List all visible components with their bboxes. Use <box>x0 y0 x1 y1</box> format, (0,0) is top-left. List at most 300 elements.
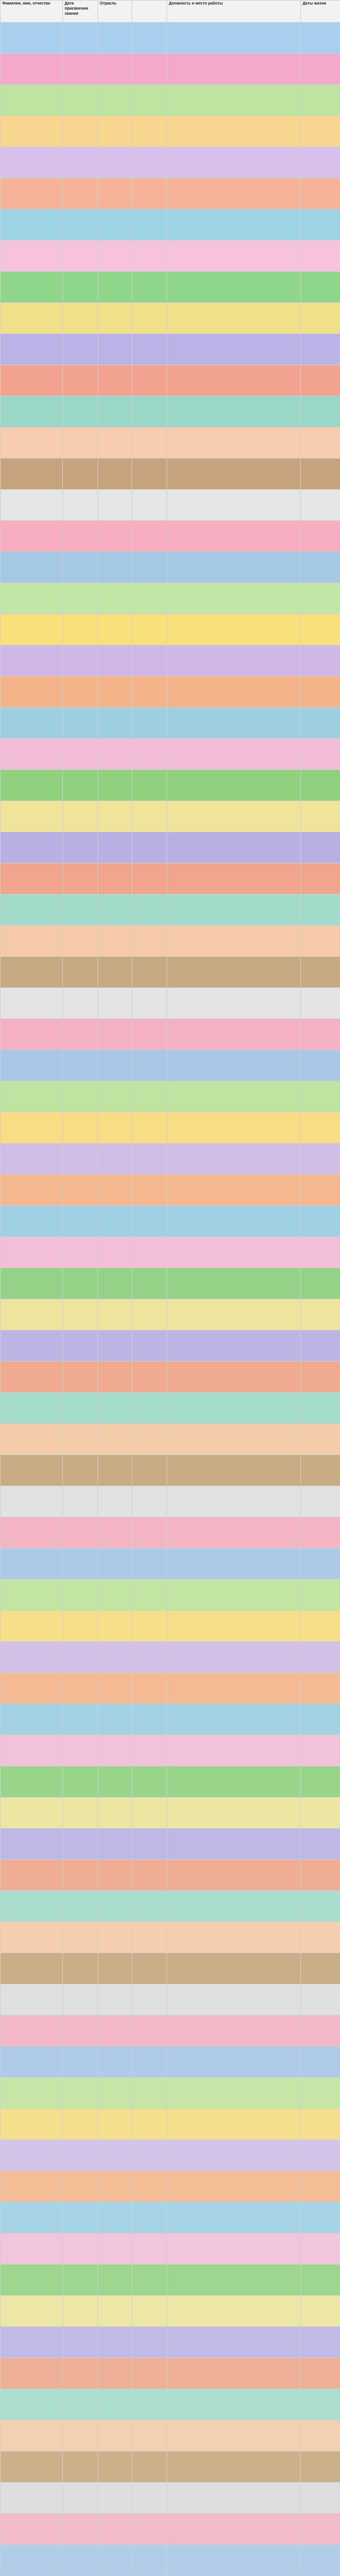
table-row <box>1 552 340 583</box>
table-cell <box>301 1735 340 1766</box>
table-row <box>1 1175 340 1206</box>
table-cell <box>301 2296 340 2327</box>
table-cell <box>63 2171 98 2202</box>
table-cell <box>301 2078 340 2109</box>
table-cell <box>1 2514 63 2545</box>
table-cell <box>1 739 63 770</box>
table-cell <box>63 85 98 116</box>
table-cell <box>1 2140 63 2171</box>
table-row <box>1 1393 340 1424</box>
table-cell <box>167 54 301 85</box>
table-cell <box>301 926 340 957</box>
table-cell <box>98 645 132 677</box>
table-cell <box>98 2420 132 2451</box>
table-row <box>1 116 340 147</box>
table-cell <box>63 1860 98 1891</box>
table-cell <box>167 2265 301 2296</box>
table-cell <box>63 2078 98 2109</box>
table-cell <box>132 459 167 490</box>
table-row <box>1 1984 340 2016</box>
table-cell <box>132 1362 167 1393</box>
table-cell <box>98 1237 132 1268</box>
table-cell <box>98 1984 132 2016</box>
table-row <box>1 521 340 552</box>
table-row <box>1 1424 340 1455</box>
table-cell <box>98 1798 132 1829</box>
table-row <box>1 1891 340 1922</box>
table-cell <box>1 677 63 708</box>
table-cell <box>63 2296 98 2327</box>
table-cell <box>1 2483 63 2514</box>
table-cell <box>132 1891 167 1922</box>
table-cell <box>167 1330 301 1362</box>
table-cell <box>301 1206 340 1237</box>
table-cell <box>98 2047 132 2078</box>
table-cell <box>301 303 340 334</box>
table-cell <box>1 209 63 241</box>
table-cell <box>63 1237 98 1268</box>
table-cell <box>98 2109 132 2140</box>
table-cell <box>167 1081 301 1112</box>
table-cell <box>63 2420 98 2451</box>
table-cell <box>167 2047 301 2078</box>
table-row <box>1 1704 340 1735</box>
table-cell <box>1 2389 63 2420</box>
table-cell <box>98 1299 132 1330</box>
table-cell <box>1 2202 63 2233</box>
table-cell <box>1 1548 63 1580</box>
table-cell <box>98 2545 132 2576</box>
table-cell <box>98 54 132 85</box>
table-cell <box>98 1393 132 1424</box>
table-cell <box>132 2233 167 2265</box>
table-cell <box>63 490 98 521</box>
table-cell <box>63 54 98 85</box>
table-cell <box>132 2265 167 2296</box>
table-cell <box>1 490 63 521</box>
table-cell <box>63 2545 98 2576</box>
table-cell <box>98 1362 132 1393</box>
table-cell <box>167 23 301 54</box>
table-cell <box>132 1829 167 1860</box>
table-cell <box>1 801 63 832</box>
table-cell <box>98 1860 132 1891</box>
table-cell <box>167 739 301 770</box>
table-cell <box>167 116 301 147</box>
table-cell <box>63 272 98 303</box>
table-row <box>1 54 340 85</box>
table-cell <box>1 1206 63 1237</box>
table-cell <box>301 241 340 272</box>
table-row <box>1 1580 340 1611</box>
table-cell <box>132 1611 167 1642</box>
table-row <box>1 209 340 241</box>
table-cell <box>132 801 167 832</box>
table-cell <box>301 2327 340 2358</box>
table-cell <box>98 863 132 895</box>
table-row <box>1 1330 340 1362</box>
table-cell <box>1 178 63 209</box>
table-row <box>1 1050 340 1081</box>
table-cell <box>167 614 301 645</box>
table-cell <box>132 427 167 459</box>
column-header: Должность и место работы <box>167 1 301 23</box>
table-cell <box>301 1548 340 1580</box>
table-cell <box>167 2078 301 2109</box>
table-cell <box>63 178 98 209</box>
table-row <box>1 1922 340 1953</box>
table-row <box>1 1798 340 1829</box>
table-row <box>1 1268 340 1299</box>
table-cell <box>301 2389 340 2420</box>
table-cell <box>132 2202 167 2233</box>
table-row <box>1 895 340 926</box>
table-cell <box>63 2047 98 2078</box>
table-cell <box>1 2451 63 2483</box>
table-cell <box>98 1953 132 1984</box>
table-cell <box>301 1766 340 1798</box>
table-cell <box>98 209 132 241</box>
table-cell <box>301 988 340 1019</box>
table-cell <box>132 23 167 54</box>
table-row <box>1 677 340 708</box>
table-cell <box>1 1237 63 1268</box>
table-cell <box>301 2140 340 2171</box>
table-cell <box>63 677 98 708</box>
table-cell <box>132 645 167 677</box>
table-cell <box>98 1175 132 1206</box>
table-cell <box>98 1829 132 1860</box>
table-cell <box>167 1393 301 1424</box>
table-cell <box>98 1922 132 1953</box>
table-cell <box>132 2140 167 2171</box>
table-cell <box>167 459 301 490</box>
table-cell <box>63 459 98 490</box>
table-cell <box>301 614 340 645</box>
table-cell <box>132 2451 167 2483</box>
table-cell <box>167 209 301 241</box>
table-cell <box>98 832 132 863</box>
table-cell <box>63 552 98 583</box>
table-cell <box>132 2545 167 2576</box>
table-cell <box>63 2202 98 2233</box>
table-row <box>1 1237 340 1268</box>
table-cell <box>63 241 98 272</box>
table-row <box>1 801 340 832</box>
table-row <box>1 490 340 521</box>
table-cell <box>63 303 98 334</box>
table-row <box>1 2109 340 2140</box>
table-cell <box>132 1175 167 1206</box>
table-cell <box>301 1112 340 1144</box>
table-cell <box>132 739 167 770</box>
table-cell <box>63 895 98 926</box>
table-cell <box>1 1984 63 2016</box>
table-cell <box>98 1642 132 1673</box>
table-cell <box>63 645 98 677</box>
table-cell <box>98 1424 132 1455</box>
table-cell <box>1 1891 63 1922</box>
table-cell <box>167 1112 301 1144</box>
table-row <box>1 1766 340 1798</box>
table-cell <box>1 427 63 459</box>
table-cell <box>1 770 63 801</box>
table-cell <box>1 334 63 365</box>
table-row <box>1 1517 340 1548</box>
table-cell <box>132 1393 167 1424</box>
table-cell <box>167 147 301 178</box>
table-row <box>1 1860 340 1891</box>
table-cell <box>301 1362 340 1393</box>
table-cell <box>132 2420 167 2451</box>
table-cell <box>167 2327 301 2358</box>
table-body <box>1 23 340 2576</box>
table-cell <box>63 1486 98 1517</box>
table-row <box>1 2296 340 2327</box>
table-cell <box>98 521 132 552</box>
table-cell <box>98 1268 132 1299</box>
table-cell <box>63 801 98 832</box>
table-cell <box>1 272 63 303</box>
table-cell <box>167 988 301 1019</box>
table-cell <box>167 801 301 832</box>
table-cell <box>167 1486 301 1517</box>
table-cell <box>301 209 340 241</box>
table-row <box>1 2233 340 2265</box>
table-cell <box>167 272 301 303</box>
table-cell <box>301 1642 340 1673</box>
table-cell <box>98 1766 132 1798</box>
table-cell <box>98 334 132 365</box>
table-row <box>1 863 340 895</box>
table-cell <box>301 23 340 54</box>
table-cell <box>98 1673 132 1704</box>
table-cell <box>132 303 167 334</box>
table-cell <box>301 1081 340 1112</box>
table-cell <box>132 926 167 957</box>
table-cell <box>132 2016 167 2047</box>
table-cell <box>132 1299 167 1330</box>
table-cell <box>301 2047 340 2078</box>
table-cell <box>301 2483 340 2514</box>
table-cell <box>132 1798 167 1829</box>
table-cell <box>301 396 340 427</box>
table-cell <box>132 552 167 583</box>
table-cell <box>167 1891 301 1922</box>
table-cell <box>301 801 340 832</box>
table-cell <box>98 2233 132 2265</box>
table-row <box>1 1735 340 1766</box>
table-cell <box>63 1268 98 1299</box>
table-row <box>1 459 340 490</box>
table-cell <box>167 2358 301 2389</box>
table-cell <box>167 85 301 116</box>
table-cell <box>63 23 98 54</box>
table-row <box>1 1112 340 1144</box>
table-cell <box>98 178 132 209</box>
table-cell <box>301 2202 340 2233</box>
table-cell <box>1 1735 63 1766</box>
table-cell <box>167 1362 301 1393</box>
table-cell <box>132 1050 167 1081</box>
table-cell <box>167 1144 301 1175</box>
column-header: Дата присвоения звания <box>63 1 98 23</box>
table-cell <box>301 739 340 770</box>
table-cell <box>301 2016 340 2047</box>
table-cell <box>301 1611 340 1642</box>
table-cell <box>63 1175 98 1206</box>
table-cell <box>301 1019 340 1050</box>
table-cell <box>301 2358 340 2389</box>
table-row <box>1 1362 340 1393</box>
table-row <box>1 396 340 427</box>
table-cell <box>98 926 132 957</box>
table-row <box>1 2171 340 2202</box>
table-cell <box>167 583 301 614</box>
table-row <box>1 365 340 396</box>
table-cell <box>132 614 167 645</box>
table-cell <box>301 85 340 116</box>
table-cell <box>1 1486 63 1517</box>
table-cell <box>301 1704 340 1735</box>
table-cell <box>1 2047 63 2078</box>
table-cell <box>63 2451 98 2483</box>
table-cell <box>132 863 167 895</box>
table-cell <box>98 583 132 614</box>
table-cell <box>1 2545 63 2576</box>
table-row <box>1 645 340 677</box>
table-cell <box>63 1580 98 1611</box>
table-cell <box>63 147 98 178</box>
table-cell <box>167 1548 301 1580</box>
table-cell <box>301 1299 340 1330</box>
table-row <box>1 957 340 988</box>
table-row <box>1 614 340 645</box>
table-cell <box>63 832 98 863</box>
table-cell <box>301 1891 340 1922</box>
table-cell <box>98 801 132 832</box>
table-cell <box>63 1455 98 1486</box>
table-row <box>1 1829 340 1860</box>
table-cell <box>167 241 301 272</box>
table-cell <box>63 1299 98 1330</box>
table-cell <box>1 926 63 957</box>
table-cell <box>98 552 132 583</box>
table-cell <box>301 116 340 147</box>
table-row <box>1 1642 340 1673</box>
table-cell <box>167 178 301 209</box>
table-cell <box>98 1081 132 1112</box>
table-cell <box>167 1580 301 1611</box>
table-cell <box>132 1144 167 1175</box>
table-cell <box>301 770 340 801</box>
table-cell <box>1 1019 63 1050</box>
table-cell <box>301 895 340 926</box>
table-cell <box>1 2233 63 2265</box>
table-cell <box>98 2327 132 2358</box>
table-cell <box>98 427 132 459</box>
table-cell <box>1 2296 63 2327</box>
table-cell <box>1 1175 63 1206</box>
table-cell <box>132 1112 167 1144</box>
table-row <box>1 1019 340 1050</box>
table-cell <box>98 2078 132 2109</box>
table-cell <box>63 1704 98 1735</box>
table-cell <box>98 490 132 521</box>
table-row <box>1 1548 340 1580</box>
table-row <box>1 178 340 209</box>
table-row <box>1 2451 340 2483</box>
table-cell <box>167 1517 301 1548</box>
table-cell <box>301 521 340 552</box>
table-cell <box>301 645 340 677</box>
table-cell <box>98 23 132 54</box>
table-cell <box>132 209 167 241</box>
table-cell <box>63 2265 98 2296</box>
table-cell <box>98 2358 132 2389</box>
table-cell <box>1 895 63 926</box>
table-cell <box>1 1424 63 1455</box>
table-cell <box>167 895 301 926</box>
table-cell <box>98 2171 132 2202</box>
table-cell <box>301 1673 340 1704</box>
table-cell <box>1 583 63 614</box>
table-row <box>1 832 340 863</box>
table-row <box>1 926 340 957</box>
table-cell <box>167 303 301 334</box>
table-cell <box>98 708 132 739</box>
table-cell <box>63 1673 98 1704</box>
table-cell <box>1 2420 63 2451</box>
table-cell <box>167 1424 301 1455</box>
table-cell <box>167 1766 301 1798</box>
table-cell <box>167 2420 301 2451</box>
table-cell <box>1 645 63 677</box>
table-cell <box>301 334 340 365</box>
table-cell <box>132 583 167 614</box>
table-cell <box>1 54 63 85</box>
table-cell <box>132 1455 167 1486</box>
table-cell <box>167 645 301 677</box>
table-cell <box>98 2202 132 2233</box>
table-cell <box>1 1860 63 1891</box>
table-cell <box>1 552 63 583</box>
table-cell <box>132 1330 167 1362</box>
table-cell <box>301 1517 340 1548</box>
table-cell <box>1 2171 63 2202</box>
table-row <box>1 2483 340 2514</box>
table-row <box>1 583 340 614</box>
table-cell <box>301 832 340 863</box>
table-cell <box>301 2233 340 2265</box>
table-cell <box>63 1984 98 2016</box>
table-cell <box>301 459 340 490</box>
table-cell <box>63 739 98 770</box>
table-cell <box>63 2389 98 2420</box>
table-cell <box>167 1798 301 1829</box>
table-cell <box>63 708 98 739</box>
table-cell <box>1 2358 63 2389</box>
table-cell <box>1 365 63 396</box>
table-cell <box>98 2016 132 2047</box>
column-header: Фамилия, имя, отчество <box>1 1 63 23</box>
table-cell <box>63 1330 98 1362</box>
table-cell <box>63 1424 98 1455</box>
table-cell <box>167 396 301 427</box>
table-cell <box>167 832 301 863</box>
table-cell <box>63 1362 98 1393</box>
table-cell <box>1 614 63 645</box>
